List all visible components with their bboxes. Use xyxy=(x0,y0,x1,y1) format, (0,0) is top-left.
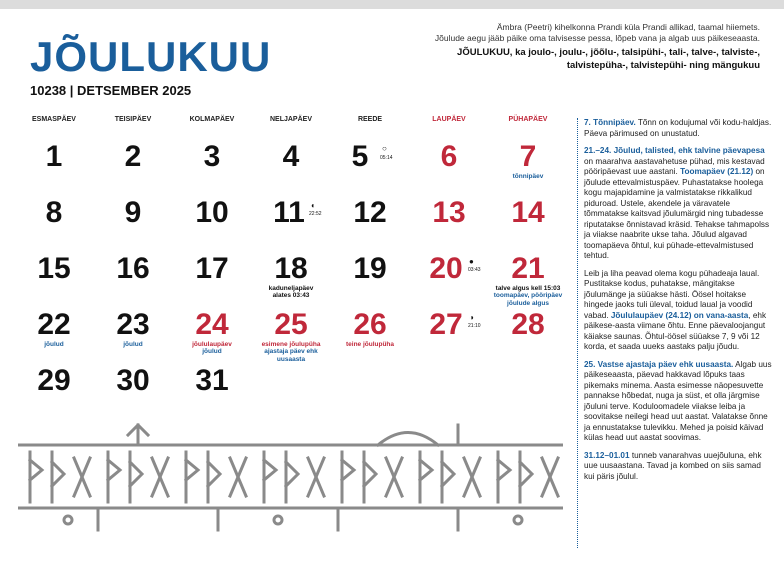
day-cell xyxy=(488,254,568,314)
day-cell xyxy=(172,254,252,314)
day-cell xyxy=(330,198,410,258)
day-cell xyxy=(330,142,410,202)
day-cell xyxy=(14,198,94,258)
day-cell xyxy=(251,254,331,314)
day-number: 17 xyxy=(195,252,229,285)
page-title: JÕULUKUU xyxy=(30,33,272,80)
day-cell xyxy=(488,198,568,258)
day-cell xyxy=(93,254,173,314)
day-number: 11 xyxy=(273,196,305,229)
day-number: 10 xyxy=(195,196,229,229)
note-line: jõululaupäev xyxy=(192,341,232,348)
day-cell xyxy=(172,366,252,426)
day-number: 16 xyxy=(116,252,150,285)
last-quarter-moon-icon: ◐ xyxy=(311,201,316,210)
entry-joulud-cont: Leib ja liha peavad olema kogu pühadeaja laual. Pustitakse kodus, puhatakse, mängitakse jõulumänge ja süüakse hästi. Öösel hoitakse hingede jaoks tuli üleval, toidud laual ja voodid vabad. Jõululaupäev (24.12) on vana-aasta, ehk päikese-aasta viimane õhtu. Enne päevaloojangut käiakse saunas. Õhtul-öösel süüakse 7, 9 või 12 korda, et saada uueks aastaks palju jõudu. xyxy=(584,268,767,351)
weekday-wed: KOLMAPÄEV xyxy=(189,116,235,123)
weekday-sun: PÜHAPÄEV xyxy=(508,116,548,123)
day-cell xyxy=(488,310,568,370)
day-number: 5 xyxy=(351,140,369,173)
day-number: 19 xyxy=(353,252,387,285)
day-note xyxy=(251,341,331,363)
day-cell xyxy=(172,198,252,258)
day-cell xyxy=(409,254,489,314)
new-moon-icon: ● xyxy=(469,257,474,266)
day-number: 22 xyxy=(37,308,71,341)
day-number: 28 xyxy=(511,308,545,341)
day-number: 1 xyxy=(45,140,63,173)
day-number: 20 xyxy=(429,252,463,285)
day-cell xyxy=(409,142,489,202)
day-note: teine jõulupüha xyxy=(345,341,395,348)
folk-pattern-decoration xyxy=(18,420,563,540)
day-cell xyxy=(93,198,173,258)
day-number: 9 xyxy=(124,196,142,229)
day-cell xyxy=(409,198,489,258)
intro-line-2: Jõulude aegu jääb päike oma talvisesse pessa, lõpeb vana ja algab uus päikeseaasta. xyxy=(434,33,760,44)
day-number: 14 xyxy=(511,196,545,229)
day-number: 26 xyxy=(353,308,387,341)
day-number: 31 xyxy=(195,364,229,397)
day-number: 15 xyxy=(37,252,71,285)
day-cell xyxy=(172,142,252,202)
day-number: 4 xyxy=(282,140,300,173)
day-cell xyxy=(330,310,410,370)
day-number: 27 xyxy=(429,308,463,341)
day-number: 24 xyxy=(195,308,229,341)
note-line: kaduneljapäev xyxy=(268,285,314,292)
weekday-sat: LAUPÄEV xyxy=(432,116,466,123)
column-divider xyxy=(577,118,578,548)
day-cell xyxy=(251,198,331,258)
weekday-mon: ESMASPÄEV xyxy=(32,116,76,123)
holiday-descriptions xyxy=(584,118,772,489)
note-line: jõulud xyxy=(202,348,222,356)
day-number: 6 xyxy=(440,140,458,173)
day-number: 7 xyxy=(519,140,537,173)
day-cell xyxy=(14,366,94,426)
day-number: 18 xyxy=(274,252,308,285)
entry-tonnipaev: 7. Tõnnipäev. Tõnn on kodujumal või kodu-haldjas. Päeva pärimused on unustatud. xyxy=(584,118,772,138)
moon-time: 05:14 xyxy=(380,155,393,161)
note-line: talve algus kell 15:03 xyxy=(495,285,561,292)
full-moon-icon: ○ xyxy=(382,144,387,153)
day-note: jõulud xyxy=(123,341,143,348)
day-number: 25 xyxy=(274,308,308,341)
note-line: esimene jõulupüha xyxy=(261,341,321,348)
day-cell xyxy=(488,142,568,202)
day-number: 13 xyxy=(432,196,466,229)
moon-time: 22:52 xyxy=(309,211,322,217)
day-number: 3 xyxy=(203,140,221,173)
top-bar xyxy=(0,0,784,9)
moon-time: 03:43 xyxy=(468,267,481,273)
weekday-tue: TEISIPÄEV xyxy=(114,116,152,123)
day-cell xyxy=(14,310,94,370)
day-number: 23 xyxy=(116,308,150,341)
note-line: jõulude algus xyxy=(507,299,549,307)
day-note xyxy=(251,285,331,300)
note-line: toomapäev, pööripäev xyxy=(493,292,563,300)
day-note: jõulud xyxy=(44,341,64,348)
note-line: uusaasta xyxy=(276,355,306,363)
day-number: 12 xyxy=(353,196,387,229)
day-note: tõnnipäev xyxy=(512,173,544,180)
day-cell xyxy=(93,142,173,202)
day-number: 30 xyxy=(116,364,150,397)
page-subtitle: 10238 | DETSEMBER 2025 xyxy=(30,83,192,98)
day-cell xyxy=(14,254,94,314)
entry-uusaasta: 25. Vastse ajastaja päev ehk uusaasta. Algab uus päikeseaasta, päevad hakkavad lõpuks taas pikemaks minema. Aasta esimesse näopesuvette pannakse hõbedat, nuga ja süst, et olla järgmise jõuluni terve. Koduloomadele viiakse leiba ja soovitakse neilegi head uut aastat. Valatakse õnne ja ennustatakse tulevikku. Mehed ja poisid käivad külas head uut aastat soovimas. xyxy=(584,359,772,442)
day-number: 2 xyxy=(124,140,142,173)
day-cell xyxy=(172,310,252,370)
intro-bold: JÕULUKUU, ka joulo-, joulu-, jõõlu-, talsipühi-, tali-, talve-, talviste-, talvistepüha-, talvistepühi- ning mängukuu xyxy=(457,46,760,71)
day-cell xyxy=(14,142,94,202)
day-cell xyxy=(93,366,173,426)
weekday-fri: REEDE xyxy=(357,116,383,123)
first-quarter-moon-icon: ◑ xyxy=(469,313,474,322)
day-note xyxy=(172,341,252,356)
day-number: 29 xyxy=(37,364,71,397)
day-cell xyxy=(330,254,410,314)
day-cell xyxy=(251,310,331,370)
day-cell xyxy=(409,310,489,370)
day-note xyxy=(478,285,578,307)
entry-uuejoulud: 31.12–01.01 tunneb vanarahvas uuejõuluna, ehk uue uusaastana. Tavad ja kombed on siis samad kui päris jõulul. xyxy=(584,450,762,481)
entry-joulud: 21.–24. Jõulud, talisted, ehk talvine päevapesa on maarahva aastavahetuse pühad, mis kestavad pööripäevast uue aastani. Toomapäev (21.12) on jõulude ettevalmistuspäev. Puhastatakse hoolega kogu majapidamine ja valmistatakse rikkalikud piduroad. Ustele, akendele ja väravatele tõmmatakse kaitsvad jõulumärgid ning tubadesse riputatakse õnnistavad kräsid. Tehakse tahmapolss ja viiakse naabrite ukse taha. Jõulud algavad toomapäeva õhtul, kui pühade-ettevalmistused tehtud. xyxy=(584,146,770,260)
note-line: alates 03:43 xyxy=(272,292,310,300)
note-line: ajastaja päev ehk xyxy=(264,348,318,356)
weekday-thu: NELJAPÄEV xyxy=(269,116,312,123)
intro-line-1: Ämbra (Peetri) kihelkonna Prandi küla Prandi allikad, taamal hiiemets. xyxy=(496,22,760,32)
day-number: 21 xyxy=(511,252,545,285)
day-number: 8 xyxy=(45,196,63,229)
intro-text xyxy=(430,22,760,73)
day-cell xyxy=(251,142,331,202)
day-cell xyxy=(93,310,173,370)
moon-time: 21:10 xyxy=(468,323,481,329)
